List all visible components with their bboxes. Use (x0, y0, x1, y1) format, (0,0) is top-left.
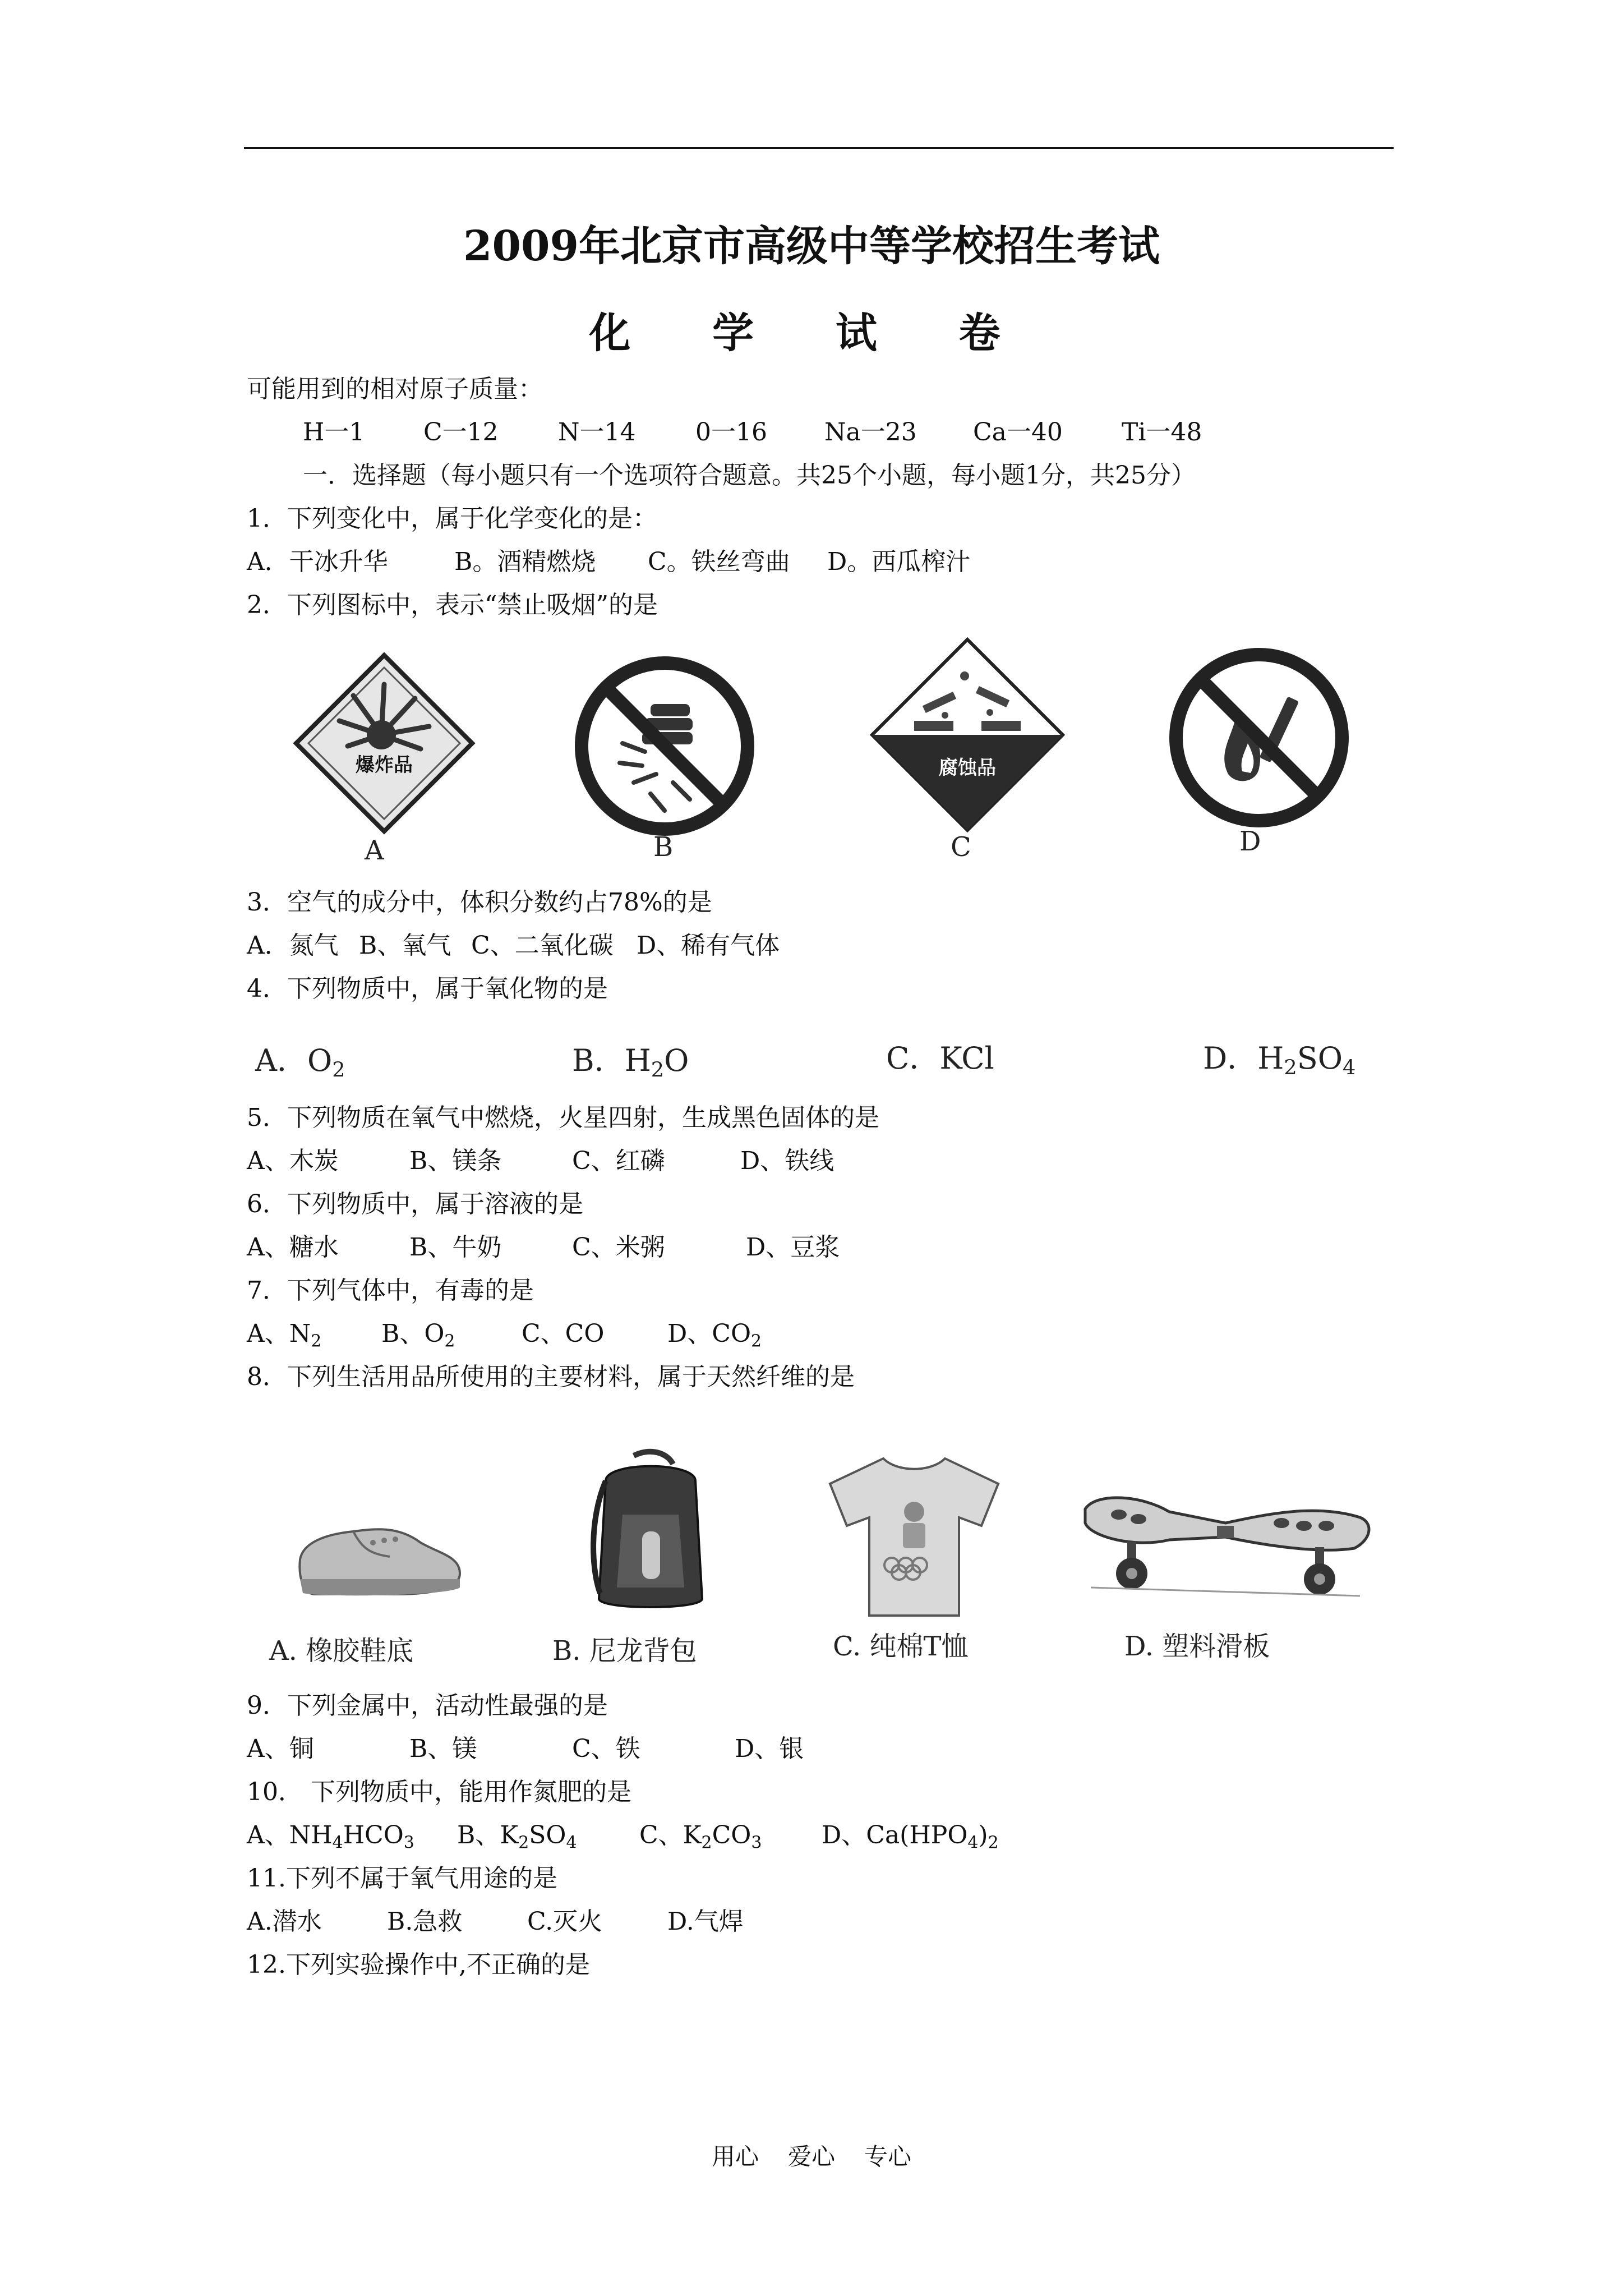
atomic-mass-item: C一12 (423, 418, 499, 447)
corrosive-sign-text: 腐蚀品 (939, 757, 996, 779)
question-11-options (247, 1907, 744, 1936)
option: C。铁丝弯曲 (648, 547, 790, 576)
option: C、铁 (572, 1734, 640, 1763)
option: A．氮气 (247, 931, 339, 960)
question-1-options (247, 547, 971, 576)
option: B、镁 (409, 1734, 477, 1763)
shoe-icon (292, 1503, 471, 1604)
question-7-stem: 7．下列气体中，有毒的是 (247, 1276, 534, 1305)
option: A、$NH_4HCO_3$ (247, 1821, 414, 1853)
option: C、CO (522, 1319, 605, 1348)
question-10-options (247, 1823, 999, 1851)
question-5-options (247, 1149, 834, 1174)
question-3-stem: 3．空气的成分中，体积分数约占78%的是 (247, 888, 712, 917)
atomic-mass-label: 可能用到的相对原子质量： (247, 375, 543, 403)
question-2-stem: 2．下列图标中，表示“禁止吸烟”的是 (247, 591, 658, 619)
option: C.灭火 (527, 1907, 603, 1936)
question-6-options (247, 1235, 840, 1260)
question-1-stem: 1．下列变化中，属于化学变化的是： (247, 504, 657, 533)
atomic-mass-item: Ca一40 (973, 418, 1063, 447)
atomic-mass-item: Ti一48 (1122, 418, 1202, 447)
section-heading: 一．选择题（每小题只有一个选项符合题意。共25个小题，每小题1分，共25分） (303, 461, 1196, 490)
figure-label: A. 橡胶鞋底 (269, 1635, 414, 1667)
no-smoking-icon (1166, 645, 1352, 830)
footer-item: 用心 (711, 2143, 759, 2170)
option: B。酒精燃烧 (454, 547, 596, 576)
option: B.急救 (387, 1907, 463, 1936)
question-4-stem: 4．下列物质中，属于氧化物的是 (247, 974, 608, 1003)
figure-label: C (951, 831, 971, 863)
question-9-options (247, 1734, 804, 1763)
option: B、牛奶 (409, 1233, 502, 1262)
option: A、$N_2$ (247, 1319, 322, 1351)
skateboard-icon (1080, 1470, 1377, 1599)
exam-title: 2009年北京市高级中等学校招生考试 (463, 222, 1160, 270)
atomic-mass-item: 0一16 (695, 418, 767, 447)
option: D、稀有气体 (637, 931, 780, 960)
option: A、铜 (247, 1734, 314, 1763)
atomic-mass-item: N一14 (558, 418, 636, 447)
footer-item: 专心 (864, 2143, 912, 2170)
backpack-icon (583, 1447, 718, 1616)
exam-subtitle: 化 学 试 卷 (589, 309, 1034, 357)
figure-label: D (1239, 826, 1261, 857)
option: A．干冰升华 (247, 547, 388, 576)
figure-label: D. 塑料滑板 (1124, 1631, 1270, 1662)
question-5-stem: 5．下列物质在氧气中燃烧，火星四射，生成黑色固体的是 (247, 1103, 879, 1132)
option: D。西瓜榨汁 (827, 547, 971, 576)
no-fireworks-icon (572, 654, 757, 839)
option: B、氧气 (359, 931, 451, 960)
option: D、银 (735, 1734, 804, 1763)
option: C、红磷 (572, 1147, 665, 1175)
option: B、镁条 (409, 1147, 502, 1175)
question-12-stem: 12.下列实验操作中,不正确的是 (247, 1950, 590, 1979)
question-4-option-d: D．$H_2SO_4$ (1203, 1041, 1356, 1080)
option: C、二氧化碳 (471, 931, 614, 960)
option: C、米粥 (572, 1233, 665, 1262)
option: C、$K_2CO_3$ (639, 1821, 762, 1853)
figure-label: C. 纯棉T恤 (833, 1631, 969, 1662)
option: D、铁线 (740, 1147, 834, 1175)
option: D、$Ca(HPO_4)_2$ (822, 1821, 999, 1853)
option: A、木炭 (247, 1147, 339, 1175)
figure-label: A (365, 835, 384, 866)
question-4-option-b: B．$H_2O$ (572, 1043, 689, 1082)
footer-item: 爱心 (787, 2143, 835, 2170)
question-10-stem: 10． 下列物质中，能用作氮肥的是 (247, 1778, 631, 1806)
option: D、$CO_2$ (667, 1319, 762, 1351)
option: B、$O_2$ (381, 1319, 455, 1351)
atomic-mass-list (303, 420, 1202, 445)
question-8-stem: 8．下列生活用品所使用的主要材料，属于天然纤维的是 (247, 1363, 855, 1391)
explosive-sign-text: 爆炸品 (356, 754, 413, 776)
question-4-option-c: C．KCl (886, 1041, 994, 1076)
atomic-mass-item: H一1 (303, 418, 365, 447)
figure-label: B (653, 831, 674, 863)
header-rule (244, 147, 1394, 149)
question-7-options (247, 1319, 762, 1351)
explosive-icon (292, 651, 477, 836)
question-9-stem: 9．下列金属中，活动性最强的是 (247, 1691, 608, 1720)
corrosive-icon (869, 637, 1066, 833)
option: D、豆浆 (746, 1233, 840, 1262)
option: B、$K_2SO_4$ (457, 1821, 577, 1853)
option: A、糖水 (247, 1233, 339, 1262)
page-footer (0, 2138, 1623, 2172)
question-4-option-a: A．$O_2$ (255, 1043, 345, 1082)
atomic-mass-item: Na一23 (824, 418, 917, 447)
figure-label: B. 尼龙背包 (552, 1635, 697, 1667)
question-11-stem: 11.下列不属于氧气用途的是 (247, 1864, 557, 1893)
option: D.气焊 (667, 1907, 744, 1936)
option: A.潜水 (247, 1907, 322, 1936)
tshirt-icon (819, 1453, 1009, 1621)
question-3-options (247, 933, 780, 958)
question-6-stem: 6．下列物质中，属于溶液的是 (247, 1190, 583, 1218)
